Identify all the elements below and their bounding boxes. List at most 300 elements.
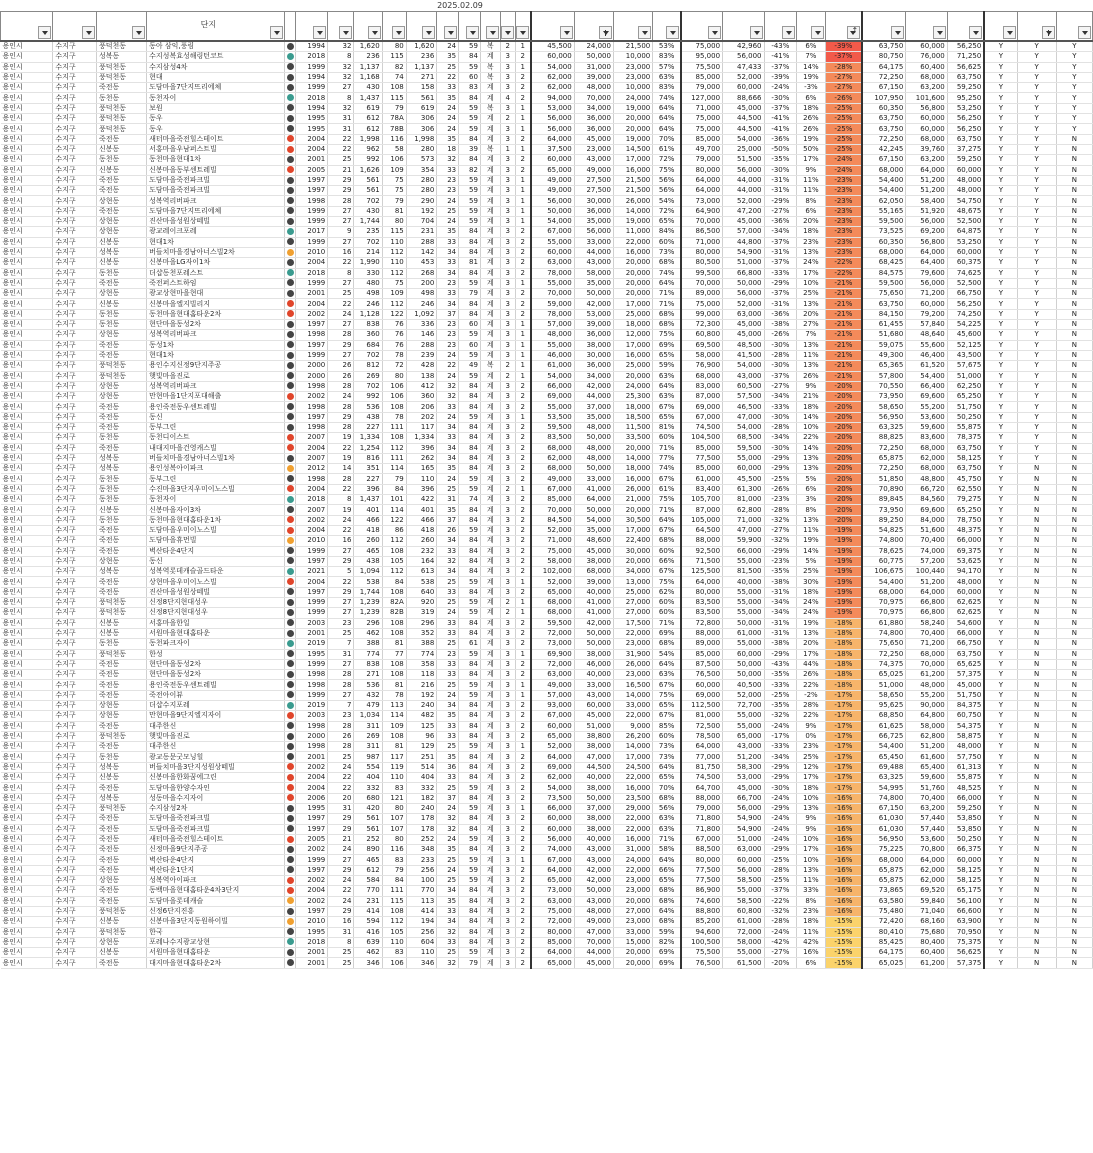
table-cell: 73,950 — [862, 505, 906, 515]
table-cell: 23,000 — [574, 144, 613, 154]
table-cell: 69% — [653, 948, 681, 958]
filter-dropdown-button[interactable] — [638, 26, 651, 39]
table-row[interactable] — [1, 721, 1093, 731]
table-cell: 138 — [406, 371, 437, 381]
table-row[interactable] — [1, 72, 1093, 82]
table-cell: 69,900 — [531, 649, 575, 659]
filter-dropdown-button[interactable] — [339, 26, 352, 39]
table-cell: 60,000 — [947, 855, 984, 865]
filter-dropdown-button[interactable] — [891, 26, 904, 39]
table-row[interactable] — [1, 701, 1093, 711]
table-cell: 71,800 — [681, 824, 722, 834]
table-cell: 죽전동 — [96, 783, 146, 793]
table-cell: 61,000 — [723, 917, 764, 927]
table-cell: Y — [984, 680, 1017, 690]
table-row[interactable] — [1, 742, 1093, 752]
filter-dropdown-button[interactable] — [599, 26, 612, 39]
table-cell: 50,000 — [574, 628, 613, 638]
filter-dropdown-button[interactable] — [847, 26, 860, 39]
status-dot-icon — [287, 650, 294, 657]
table-row[interactable] — [1, 567, 1093, 577]
table-cell: 용인시 — [1, 144, 53, 154]
table-cell: 2 — [515, 845, 530, 855]
filter-dropdown-button[interactable] — [38, 26, 51, 39]
table-row[interactable] — [1, 412, 1093, 422]
age-indicator-cell — [284, 752, 295, 762]
table-cell: 1,239 — [354, 598, 382, 608]
age-indicator-cell — [284, 330, 295, 340]
table-cell: Y — [1017, 52, 1056, 62]
table-row[interactable] — [1, 227, 1093, 237]
table-row[interactable] — [1, 917, 1093, 927]
table-cell: 용인시 — [1, 299, 53, 309]
table-cell: -35% — [764, 567, 797, 577]
table-cell: 수지구 — [53, 701, 97, 711]
table-cell: 죽전동 — [96, 175, 146, 185]
table-row[interactable] — [1, 628, 1093, 638]
table-cell: 85,000 — [531, 937, 575, 947]
table-cell: 용인수지신정9단지주공 — [147, 361, 284, 371]
table-row[interactable] — [1, 670, 1093, 680]
table-row[interactable] — [1, 927, 1093, 937]
table-row[interactable] — [1, 196, 1093, 206]
table-row[interactable] — [1, 803, 1093, 813]
filter-dropdown-button[interactable] — [82, 26, 95, 39]
table-row[interactable] — [1, 237, 1093, 247]
table-cell: 8% — [797, 196, 825, 206]
report-date: 2025.02.09 — [437, 1, 483, 10]
table-row[interactable] — [1, 124, 1093, 134]
table-cell: 48,500 — [723, 340, 764, 350]
filter-dropdown-button[interactable] — [516, 26, 529, 39]
table-cell: Y — [984, 72, 1017, 82]
filter-dropdown-button[interactable] — [1003, 26, 1016, 39]
table-cell: 용인시 — [1, 114, 53, 124]
table-cell: 용인시 — [1, 320, 53, 330]
filter-dropdown-button[interactable] — [270, 26, 283, 39]
table-cell: 306 — [406, 124, 437, 134]
table-cell: 60% — [653, 731, 681, 741]
table-row[interactable] — [1, 556, 1093, 566]
table-row[interactable] — [1, 495, 1093, 505]
table-cell: -30% — [764, 165, 797, 175]
table-cell: 1 — [515, 278, 530, 288]
table-cell: 22% — [797, 711, 825, 721]
table-cell: 1995 — [295, 649, 328, 659]
table-cell: 49,300 — [862, 350, 906, 360]
table-cell: 84 — [459, 505, 481, 515]
table-cell: 한국 — [147, 927, 284, 937]
table-row[interactable] — [1, 773, 1093, 783]
table-cell: 1 — [515, 330, 530, 340]
filter-dropdown-button[interactable] — [1078, 26, 1091, 39]
table-cell: Y — [984, 598, 1017, 608]
table-row[interactable] — [1, 422, 1093, 432]
table-cell: 16,000 — [613, 247, 652, 257]
filter-dropdown-button[interactable] — [933, 26, 946, 39]
table-cell: 60% — [653, 608, 681, 618]
table-cell: Y — [984, 309, 1017, 319]
filter-dropdown-button[interactable] — [368, 26, 381, 39]
table-row[interactable] — [1, 824, 1093, 834]
age-indicator-cell — [284, 762, 295, 772]
table-row[interactable] — [1, 649, 1093, 659]
filter-dropdown-button[interactable] — [969, 26, 982, 39]
table-row[interactable] — [1, 845, 1093, 855]
table-cell: N — [1017, 927, 1056, 937]
status-dot-icon — [287, 310, 294, 317]
table-row[interactable] — [1, 453, 1093, 463]
table-cell: 118 — [406, 670, 437, 680]
age-indicator-cell — [284, 546, 295, 556]
table-cell: 2 — [515, 495, 530, 505]
table-cell: Y — [984, 876, 1017, 886]
table-cell: -33% — [764, 742, 797, 752]
filter-dropdown-button[interactable] — [811, 26, 824, 39]
table-row[interactable] — [1, 618, 1093, 628]
table-cell: 68% — [653, 639, 681, 649]
age-indicator-cell — [284, 670, 295, 680]
table-row[interactable] — [1, 464, 1093, 474]
table-cell: -15% — [825, 948, 862, 958]
table-cell: 풍덕천동 — [96, 41, 146, 52]
table-cell: 37,500 — [531, 144, 575, 154]
table-cell: 992 — [354, 155, 382, 165]
table-cell: 죽전동 — [96, 186, 146, 196]
table-row[interactable] — [1, 340, 1093, 350]
table-cell: 계 — [480, 175, 500, 185]
table-cell: 53,250 — [947, 237, 984, 247]
table-cell: 66,000 — [723, 546, 764, 556]
filter-dropdown-button[interactable] — [422, 26, 435, 39]
table-cell: 83,600 — [906, 433, 947, 443]
table-cell: N — [1056, 865, 1092, 875]
table-cell: -20% — [825, 433, 862, 443]
table-row[interactable] — [1, 381, 1093, 391]
table-row[interactable] — [1, 906, 1093, 916]
table-cell: 3 — [500, 206, 515, 216]
table-row[interactable] — [1, 155, 1093, 165]
table-cell: 684 — [354, 340, 382, 350]
table-cell: N — [1056, 670, 1092, 680]
table-cell: 계 — [480, 701, 500, 711]
table-row[interactable] — [1, 93, 1093, 103]
table-cell: -15% — [825, 937, 862, 947]
table-row[interactable] — [1, 680, 1093, 690]
table-row[interactable] — [1, 134, 1093, 144]
table-row[interactable] — [1, 165, 1093, 175]
table-row[interactable] — [1, 474, 1093, 484]
table-row[interactable] — [1, 175, 1093, 185]
table-row[interactable] — [1, 762, 1093, 772]
table-cell: N — [1017, 752, 1056, 762]
table-cell: N — [1017, 742, 1056, 752]
table-cell: 3 — [500, 495, 515, 505]
table-row[interactable] — [1, 855, 1093, 865]
table-cell: 75,000 — [681, 114, 722, 124]
table-row[interactable] — [1, 546, 1093, 556]
table-cell: 계 — [480, 83, 500, 93]
table-cell: 72,250 — [862, 649, 906, 659]
status-dot-icon — [287, 228, 294, 235]
table-cell: 신봉동 — [96, 618, 146, 628]
table-cell: 용인시 — [1, 773, 53, 783]
table-cell: 1,620 — [354, 41, 382, 52]
table-row[interactable] — [1, 299, 1093, 309]
age-indicator-cell — [284, 690, 295, 700]
table-row[interactable] — [1, 793, 1093, 803]
table-row[interactable] — [1, 948, 1093, 958]
table-row[interactable] — [1, 103, 1093, 113]
table-row[interactable] — [1, 320, 1093, 330]
table-row[interactable] — [1, 402, 1093, 412]
table-cell: Y — [984, 834, 1017, 844]
table-cell: 동천동 — [96, 484, 146, 494]
table-cell: 61,600 — [906, 752, 947, 762]
table-cell: -17% — [825, 783, 862, 793]
status-dot-icon — [287, 413, 294, 420]
table-row[interactable] — [1, 443, 1093, 453]
table-row[interactable] — [1, 505, 1093, 515]
age-indicator-cell — [284, 711, 295, 721]
table-row[interactable] — [1, 515, 1093, 525]
table-cell: 계 — [480, 206, 500, 216]
table-cell: 13% — [797, 628, 825, 638]
age-indicator-cell — [284, 320, 295, 330]
table-row[interactable] — [1, 289, 1093, 299]
table-cell: 16 — [328, 536, 354, 546]
table-cell: 용인죽전동우센트레빌 — [147, 680, 284, 690]
table-cell: 1 — [500, 144, 515, 154]
table-cell: 604 — [406, 937, 437, 947]
table-row[interactable] — [1, 536, 1093, 546]
age-indicator-cell — [284, 814, 295, 824]
table-row[interactable] — [1, 186, 1093, 196]
table-row[interactable] — [1, 711, 1093, 721]
table-cell: Y — [1017, 453, 1056, 463]
table-row[interactable] — [1, 659, 1093, 669]
table-cell: 59 — [459, 350, 481, 360]
table-cell: 3 — [500, 443, 515, 453]
table-cell: 수지구 — [53, 525, 97, 535]
table-row[interactable] — [1, 608, 1093, 618]
table-cell: 수지구 — [53, 628, 97, 638]
table-cell: 51,760 — [906, 783, 947, 793]
table-cell: -31% — [764, 247, 797, 257]
table-cell: 수지구 — [53, 258, 97, 268]
table-cell: 1998 — [295, 196, 328, 206]
table-cell: 68,000 — [681, 371, 722, 381]
table-row[interactable] — [1, 309, 1093, 319]
table-cell: N — [1056, 227, 1092, 237]
table-cell: 22 — [328, 443, 354, 453]
table-cell: 1995 — [295, 124, 328, 134]
table-cell: 7 — [328, 701, 354, 711]
status-dot-icon — [287, 485, 294, 492]
table-cell: 수지구 — [53, 433, 97, 443]
table-row[interactable] — [1, 268, 1093, 278]
filter-dropdown-button[interactable] — [560, 26, 573, 39]
table-cell: 계 — [480, 670, 500, 680]
table-cell: 계 — [480, 824, 500, 834]
filter-dropdown-button[interactable] — [486, 26, 499, 39]
filter-dropdown-button[interactable] — [132, 26, 145, 39]
table-cell: 상현동 — [96, 330, 146, 340]
table-cell: 2 — [500, 41, 515, 52]
table-cell: 13% — [797, 464, 825, 474]
filter-dropdown-button[interactable] — [444, 26, 457, 39]
table-row[interactable] — [1, 752, 1093, 762]
table-row[interactable] — [1, 958, 1093, 968]
table-row[interactable] — [1, 937, 1093, 947]
table-cell: 72% — [653, 155, 681, 165]
table-row[interactable] — [1, 361, 1093, 371]
table-cell: 용인시 — [1, 958, 53, 968]
table-row[interactable] — [1, 41, 1093, 52]
table-cell: 45,000 — [574, 546, 613, 556]
table-cell: 1999 — [295, 237, 328, 247]
table-row[interactable] — [1, 392, 1093, 402]
table-cell: Y — [984, 52, 1017, 62]
table-row[interactable] — [1, 731, 1093, 741]
table-cell: 68,000 — [574, 567, 613, 577]
age-indicator-cell — [284, 206, 295, 216]
table-cell: 용인시 — [1, 258, 53, 268]
table-row[interactable] — [1, 278, 1093, 288]
table-cell: N — [1017, 618, 1056, 628]
table-cell: 2004 — [295, 484, 328, 494]
table-row[interactable] — [1, 350, 1093, 360]
table-row[interactable] — [1, 330, 1093, 340]
age-indicator-cell — [284, 865, 295, 875]
table-row[interactable] — [1, 371, 1093, 381]
table-cell: 30% — [797, 577, 825, 587]
table-cell: 388 — [406, 639, 437, 649]
table-cell: 상현동 — [96, 937, 146, 947]
table-row[interactable] — [1, 876, 1093, 886]
table-cell: Y — [984, 299, 1017, 309]
table-row[interactable] — [1, 83, 1093, 93]
filter-dropdown-button[interactable] — [313, 26, 326, 39]
table-cell: 22,000 — [613, 824, 652, 834]
filter-dropdown-button[interactable] — [708, 26, 721, 39]
table-cell: 57,200 — [906, 556, 947, 566]
table-cell: 52,000 — [531, 742, 575, 752]
table-row[interactable] — [1, 247, 1093, 257]
table-cell: 11% — [797, 876, 825, 886]
table-cell: 74 — [382, 72, 406, 82]
table-row[interactable] — [1, 865, 1093, 875]
status-dot-icon — [287, 722, 294, 729]
table-cell: Y — [1017, 402, 1056, 412]
table-row[interactable] — [1, 114, 1093, 124]
table-cell: -20% — [825, 443, 862, 453]
table-row[interactable] — [1, 834, 1093, 844]
age-indicator-cell — [284, 278, 295, 288]
table-cell: Y — [984, 278, 1017, 288]
table-cell: 59 — [459, 803, 481, 813]
table-row[interactable] — [1, 639, 1093, 649]
table-cell: 16% — [797, 948, 825, 958]
table-row[interactable] — [1, 62, 1093, 72]
filter-dropdown-button[interactable] — [782, 26, 795, 39]
table-row[interactable] — [1, 484, 1093, 494]
table-cell: 110 — [382, 258, 406, 268]
table-cell: 64,000 — [531, 948, 575, 958]
table-row[interactable] — [1, 690, 1093, 700]
table-cell: 77,000 — [681, 752, 722, 762]
table-row[interactable] — [1, 886, 1093, 896]
table-cell: 35 — [437, 752, 459, 762]
table-cell: 268 — [406, 268, 437, 278]
status-dot-icon — [287, 743, 294, 750]
table-cell: -37% — [764, 886, 797, 896]
table-cell: 2002 — [295, 762, 328, 772]
table-cell: -29% — [764, 546, 797, 556]
filter-dropdown-button[interactable] — [1042, 26, 1055, 39]
table-row[interactable] — [1, 144, 1093, 154]
table-cell: 22% — [797, 680, 825, 690]
table-cell: 29 — [328, 556, 354, 566]
table-row[interactable] — [1, 217, 1093, 227]
filter-dropdown-button[interactable] — [666, 26, 679, 39]
table-cell: 동천동 — [96, 268, 146, 278]
filter-dropdown-button[interactable] — [392, 26, 405, 39]
table-cell: 1 — [515, 41, 530, 52]
table-row[interactable] — [1, 896, 1093, 906]
table-cell: 용인시 — [1, 289, 53, 299]
table-cell: 65,365 — [862, 361, 906, 371]
table-cell: 60 — [459, 72, 481, 82]
filter-dropdown-button[interactable] — [501, 26, 514, 39]
table-row[interactable] — [1, 814, 1093, 824]
table-row[interactable] — [1, 598, 1093, 608]
table-cell: 풍덕천동 — [96, 62, 146, 72]
table-row[interactable] — [1, 258, 1093, 268]
table-cell: 69,000 — [681, 690, 722, 700]
table-cell: 75,000 — [531, 906, 575, 916]
age-indicator-cell — [284, 289, 295, 299]
table-cell: Y — [984, 525, 1017, 535]
table-row[interactable] — [1, 433, 1093, 443]
table-cell: 438 — [354, 412, 382, 422]
table-row[interactable] — [1, 52, 1093, 62]
filter-dropdown-button[interactable] — [750, 26, 763, 39]
table-row[interactable] — [1, 206, 1093, 216]
table-cell: 2004 — [295, 144, 328, 154]
table-cell: 396 — [406, 484, 437, 494]
table-cell: 현대1차 — [147, 350, 284, 360]
table-row[interactable] — [1, 525, 1093, 535]
filter-dropdown-button[interactable] — [466, 26, 479, 39]
table-cell: Y — [1056, 62, 1092, 72]
table-cell: 계 — [480, 659, 500, 669]
table-cell: 75% — [653, 165, 681, 175]
table-row[interactable] — [1, 783, 1093, 793]
table-cell: 95,250 — [947, 93, 984, 103]
table-row[interactable] — [1, 577, 1093, 587]
table-cell: 79 — [382, 103, 406, 113]
table-cell: N — [1017, 886, 1056, 896]
table-cell: Y — [1017, 83, 1056, 93]
table-cell: 85,000 — [681, 443, 722, 453]
table-cell: Y — [1017, 258, 1056, 268]
column-header-24 — [862, 12, 906, 42]
table-cell: Y — [1017, 217, 1056, 227]
table-cell: 56,000 — [531, 124, 575, 134]
table-cell: 56,000 — [531, 834, 575, 844]
table-row[interactable] — [1, 587, 1093, 597]
